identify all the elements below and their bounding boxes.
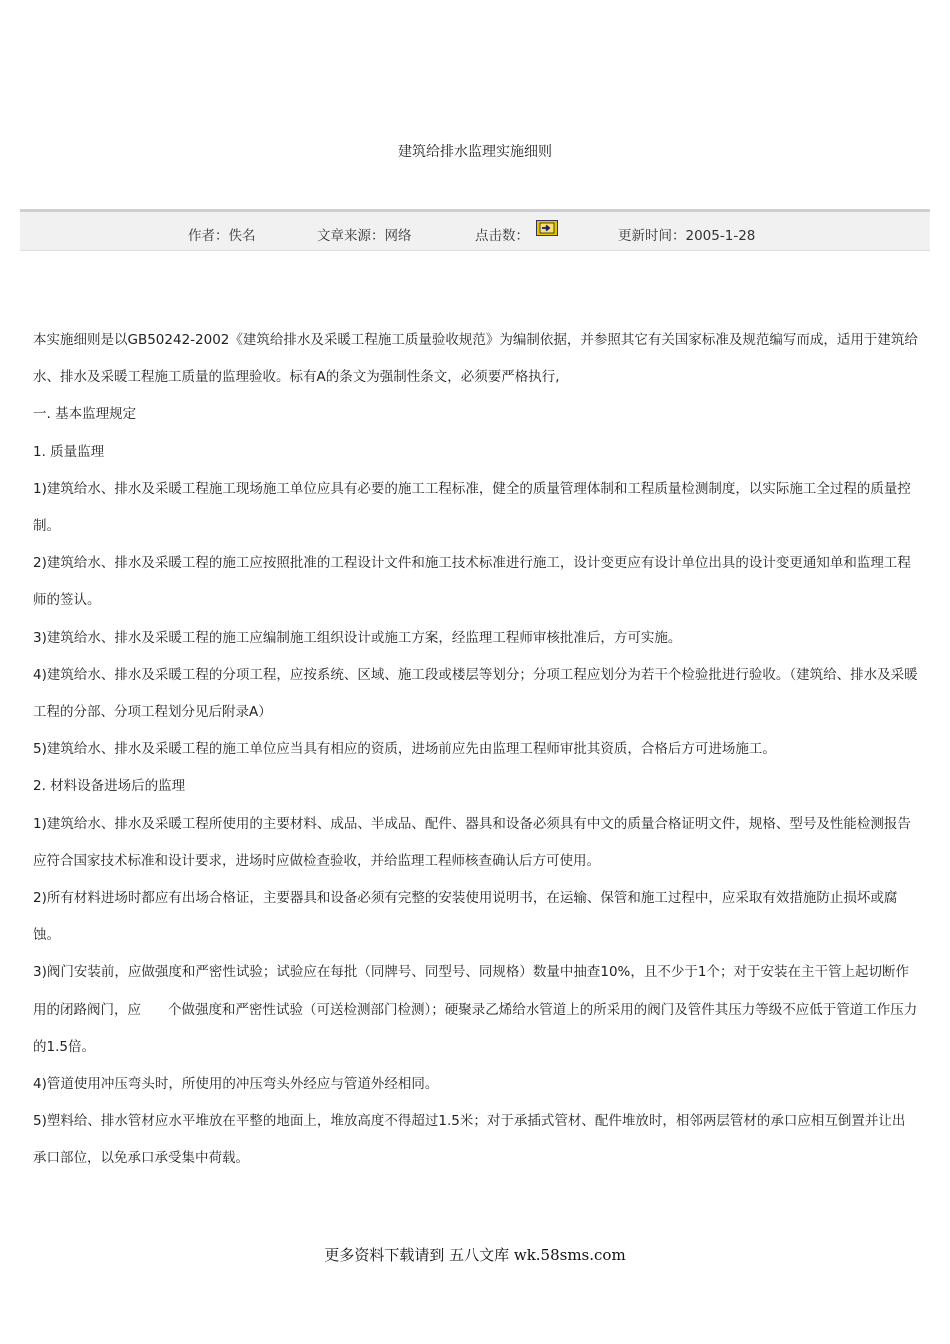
paragraph: 2)建筑给水、排水及采暖工程的施工应按照批准的工程设计文件和施工技术标准进行施工，设计变更应有设计单位出具的设计变更通知单和监理工程师的签认。 [33, 555, 911, 609]
paragraph: 1)建筑给水、排水及采暖工程所使用的主要材料、成品、半成品、配件、器具和设备必须具有中文的质量合格证明文件，规格、型号及性能检测报告应符合国家技术标准和设计要求，进场时应做检查验收，并给监理工程师核查确认后方可使用。 [33, 815, 911, 869]
section-heading: 一. 基本监理规定 [33, 406, 137, 423]
paragraph: 本实施细则是以GB50242-2002《建筑给排水及采暖工程施工质量验收规范》为编制依据，并参照其它有关国家标准及规范编写而成，适用于建筑给水、排水及采暖工程施工质量的监理验收。标有A的条文为强制性条文，必须要严格执行, [33, 332, 918, 386]
source-text: 文章来源：网络 [317, 228, 412, 244]
author-text: 作者：佚名 [188, 228, 256, 244]
subsection-heading: 1. 质量监理 [33, 443, 105, 460]
article-body [33, 322, 918, 1178]
paragraph: 5)建筑给水、排水及采暖工程的施工单位应当具有相应的资质，进场前应先由监理工程师审批其资质，合格后方可进场施工。 [33, 741, 776, 758]
paragraph: 4)管道使用冲压弯头时，所使用的冲压弯头外经应与管道外经相同。 [33, 1076, 439, 1093]
footer-text: 更多资料下载请到 五八文库 wk.58sms.com [324, 1246, 626, 1264]
clicks-label: 点击数： [475, 228, 529, 244]
article-meta-bar [20, 209, 930, 251]
updated-text: 更新时间：2005-1-28 [618, 228, 756, 244]
page-title: 建筑给排水监理实施细则 [398, 144, 552, 160]
paragraph: 5)塑料给、排水管材应水平堆放在平整的地面上，堆放高度不得超过1.5米；对于承插式管材、配件堆放时，相邻两层管材的承口应相互倒置并让出承口部位，以免承口承受集中荷载。 [33, 1113, 906, 1167]
paragraph: 3)建筑给水、排水及采暖工程的施工应编制施工组织设计或施工方案，经监理工程师审核批准后，方可实施。 [33, 629, 682, 646]
paragraph: 1)建筑给水、排水及采暖工程施工现场施工单位应具有必要的施工工程标准，健全的质量管理体制和工程质量检测制度，以实际施工全过程的质量控制。 [33, 480, 911, 535]
subsection-heading: 2. 材料设备进场后的监理 [33, 778, 186, 795]
paragraph: 2)所有材料进场时都应有出场合格证，主要器具和设备必须有完整的安装使用说明书，在运输、保管和施工过程中，应采取有效措施防止损坏或腐蚀。 [33, 890, 898, 944]
click-counter-icon [536, 220, 558, 236]
paragraph: 4)建筑给水、排水及采暖工程的分项工程，应按系统、区域、施工段或楼层等划分；分项工程应划分为若干个检验批进行验收。（建筑给、排水及采暖工程的分部、分项工程划分见后附录A） [33, 666, 918, 721]
paragraph: 3)阀门安装前，应做强度和严密性试验；试验应在每批（同牌号、同型号、同规格）数量中抽查10%，且不少于1个；对于安装在主干管上起切断作用的闭路阀门，应 个做强度和严密性试验（可送检测部门检测）；硬聚录乙烯给水管道上的所采用的阀门及管件其压力等级不应低于管道工作压力的1.5倍。 [33, 964, 918, 1055]
